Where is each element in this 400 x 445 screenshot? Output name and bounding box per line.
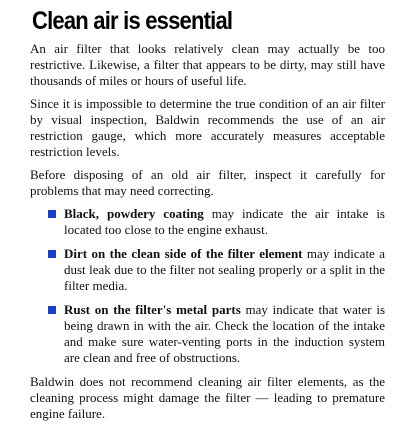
inspection-paragraph: Since it is impossible to determine the true condition of an air filter by visual inspection, Baldwin recommends the use of an air restriction gauge, which more accurately measures acceptable restriction levels. — [30, 96, 385, 159]
square-bullet-icon — [48, 306, 56, 314]
page-title: Clean air is essential — [32, 7, 233, 35]
intro-paragraph: An air filter that looks relatively clean may actually be too restrictive. Likewise, a filter that appears to be dirty, may still have thousands of miles or hours of useful life. — [30, 41, 385, 88]
list-item-lead: Rust on the filter's metal parts — [64, 302, 241, 317]
square-bullet-icon — [48, 210, 56, 218]
disposal-paragraph: Before disposing of an old air filter, inspect it carefully for problems that may need correcting. — [30, 167, 385, 198]
document-page — [30, 6, 385, 429]
list-item — [64, 206, 385, 238]
closing-paragraph: Baldwin does not recommend cleaning air filter elements, as the cleaning process might damage the filter — leading to premature engine failure. — [30, 374, 385, 421]
problem-list — [30, 206, 385, 366]
list-item-lead: Dirt on the clean side of the filter element — [64, 246, 303, 261]
list-item-text: may indicate a dust leak due to the filter not sealing properly or a split in the filter media. — [64, 246, 385, 293]
list-item-text: may indicate the air intake is located too close to the engine exhaust. — [64, 206, 385, 237]
list-item — [64, 246, 385, 294]
list-item-lead: Black, powdery coating — [64, 206, 204, 221]
square-bullet-icon — [48, 250, 56, 258]
list-item — [64, 302, 385, 366]
list-item-text: may indicate that water is being drawn in with the air. Check the location of the intake and make sure water-venting ports in the induction system are clean and free of obstructions. — [64, 302, 385, 365]
